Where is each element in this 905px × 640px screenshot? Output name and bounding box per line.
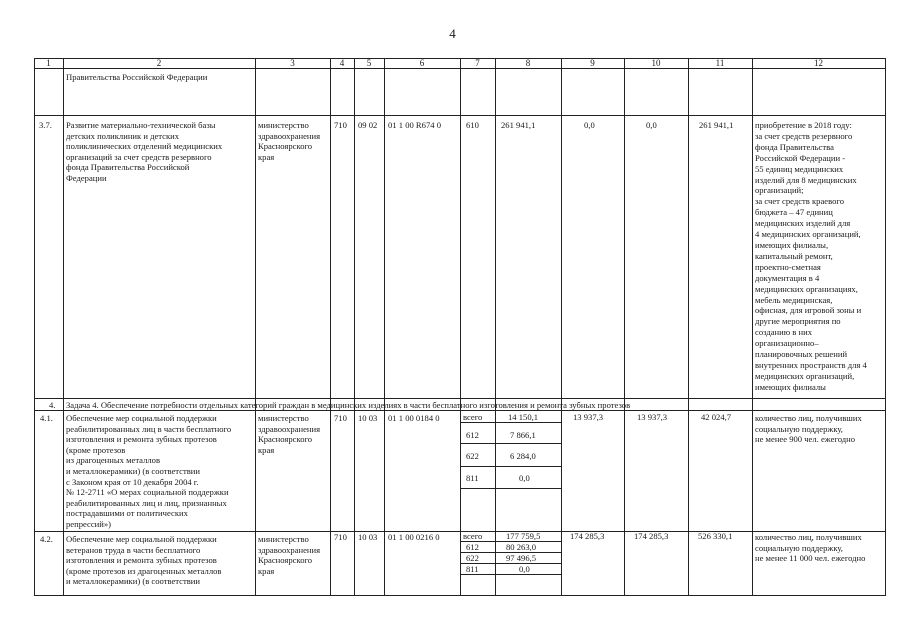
row-42-y2018: 97 496,5: [506, 553, 537, 563]
row-37-rzpr: 09 02: [358, 120, 378, 130]
row-37-vr: 610: [466, 120, 479, 130]
row-41-result: количество лиц, получивших социальную поддержку, не менее 900 чел. ежегодно: [755, 413, 862, 445]
row-42-csr: 01 1 00 0216 0: [388, 532, 440, 542]
row-37-executor: министерство здравоохранения Красноярского края: [258, 120, 321, 162]
col-border: [34, 58, 35, 595]
row-41-vr: 622: [466, 451, 479, 461]
header-col-2: 2: [156, 58, 162, 68]
row-42-name: Обеспечение мер социальной поддержки ветеранов труда в части бесплатного изготовления и ремонта зубных протезов (кроме протезов из драгоценных металлов и металлокерамики) (в соответствии: [66, 534, 222, 587]
header-col-6: 6: [419, 58, 425, 68]
task-4-text: Задача 4. Обеспечение потребности отдельных категорий граждан в медицинских изделиях в части бесплатного изготовления и ремонта зубных протезов: [66, 400, 631, 410]
header-col-5: 5: [366, 58, 372, 68]
row-gov-name: Правительства Российской Федерации: [66, 72, 208, 82]
col-border: [354, 58, 355, 595]
row-37-grbs: 710: [334, 120, 347, 130]
row-41-total: 42 024,7: [701, 412, 732, 422]
header-col-10: 10: [651, 58, 661, 68]
row-border: [34, 595, 886, 596]
col-border: [561, 58, 562, 595]
row-42-grbs: 710: [334, 532, 347, 542]
row-41-y2018: 0,0: [519, 473, 530, 483]
header-col-12: 12: [814, 58, 823, 68]
row-37-total: 261 941,1: [699, 120, 734, 130]
row-41-rzpr: 10 03: [358, 413, 378, 423]
row-border: [460, 443, 561, 444]
col-border: [460, 58, 461, 595]
page-number: 4: [449, 26, 456, 41]
row-42-vr: 612: [466, 542, 479, 552]
row-42-y2018: 177 759,5: [506, 531, 541, 541]
row-42-vr: 622: [466, 553, 479, 563]
header-col-7: 7: [475, 58, 480, 68]
row-41-num: 4.1.: [40, 413, 53, 423]
row-41-csr: 01 1 00 0184 0: [388, 413, 440, 423]
row-42-vr: всего: [463, 531, 483, 541]
col-border: [624, 58, 625, 595]
col-border: [255, 58, 256, 595]
header-col-3: 3: [290, 58, 295, 68]
row-41-y2019: 13 937,3: [573, 412, 604, 422]
row-border: [34, 115, 886, 116]
row-41-name: Обеспечение мер социальной поддержки реабилитированных лиц в части бесплатного изготовления и ремонта зубных протезов (кроме протезов из драгоценных металлов и металлокерамики) (в соответствии с Законом края от 10 декабря 2004 г. № 12-2711 «О мерах социальной поддержки реабилитированных лиц и лиц, признанных пострадавшими от политических репрессий»): [66, 413, 232, 529]
row-42-y2019: 174 285,3: [570, 531, 605, 541]
row-41-vr: всего: [463, 412, 483, 422]
row-41-executor: министерство здравоохранения Красноярского края: [258, 413, 321, 455]
row-41-y2018: 14 150,1: [508, 412, 539, 422]
col-border: [495, 58, 496, 595]
col-border: [63, 58, 64, 595]
row-37-y2020: 0,0: [646, 120, 657, 130]
row-41-y2018: 6 284,0: [510, 451, 536, 461]
col-border: [752, 58, 753, 595]
col-border: [330, 58, 331, 595]
row-41-vr: 811: [466, 473, 479, 483]
row-42-y2018: 80 263,0: [506, 542, 537, 552]
budget-table: [34, 58, 886, 595]
row-37-y2018: 261 941,1: [501, 120, 536, 130]
row-37-y2019: 0,0: [584, 120, 595, 130]
row-37-result: приобретение в 2018 году: за счет средств резервного фонда Правительства Российской Федерации - 55 единиц медицинских изделий для 8 медицинских организаций; за счет средств краевого бюджета – 47 единиц медицинских изделий для 4 медицинских организаций, имеющих филиалы, капитальный ремонт, проектно-сметная документация в 4 медицинских организациях, мебель медицинская, офисная, для игровой зоны и другие мероприятия по созданию в них организационно– планировочных решений внутренних пространств для 4 медицинских организаций, имеющих филиалы: [755, 120, 867, 392]
col-border: [885, 58, 886, 595]
header-col-4: 4: [339, 58, 345, 68]
row-41-y2020: 13 937,3: [637, 412, 668, 422]
row-41-grbs: 710: [334, 413, 347, 423]
row-37-num: 3.7.: [39, 120, 52, 130]
col-border: [688, 58, 689, 595]
header-col-8: 8: [525, 58, 531, 68]
header-col-9: 9: [590, 58, 595, 68]
row-border: [34, 398, 886, 399]
row-42-num: 4.2.: [40, 534, 53, 544]
row-42-y2018: 0,0: [519, 564, 530, 574]
row-42-vr: 811: [466, 564, 479, 574]
col-border: [384, 58, 385, 595]
row-37-name: Развитие материально-технической базы детских поликлиник и детских поликлинических отделений медицинских организаций за счет средств резервного фонда Правительства Российской Федерации: [66, 120, 223, 183]
header-col-1: 1: [46, 58, 51, 68]
row-42-rzpr: 10 03: [358, 532, 378, 542]
row-border: [460, 488, 561, 489]
row-42-total: 526 330,1: [698, 531, 733, 541]
task-4-num: 4.: [49, 400, 56, 410]
row-42-executor: министерство здравоохранения Красноярского края: [258, 534, 321, 576]
row-41-y2018: 7 866,1: [510, 430, 536, 440]
row-42-y2020: 174 285,3: [634, 531, 669, 541]
row-41-vr: 612: [466, 430, 479, 440]
row-37-csr: 01 1 00 R674 0: [388, 120, 441, 130]
row-42-result: количество лиц, получивших социальную поддержку, не менее 11 000 чел. ежегодно: [755, 532, 866, 564]
row-border: [460, 466, 561, 467]
header-col-11: 11: [715, 58, 725, 68]
